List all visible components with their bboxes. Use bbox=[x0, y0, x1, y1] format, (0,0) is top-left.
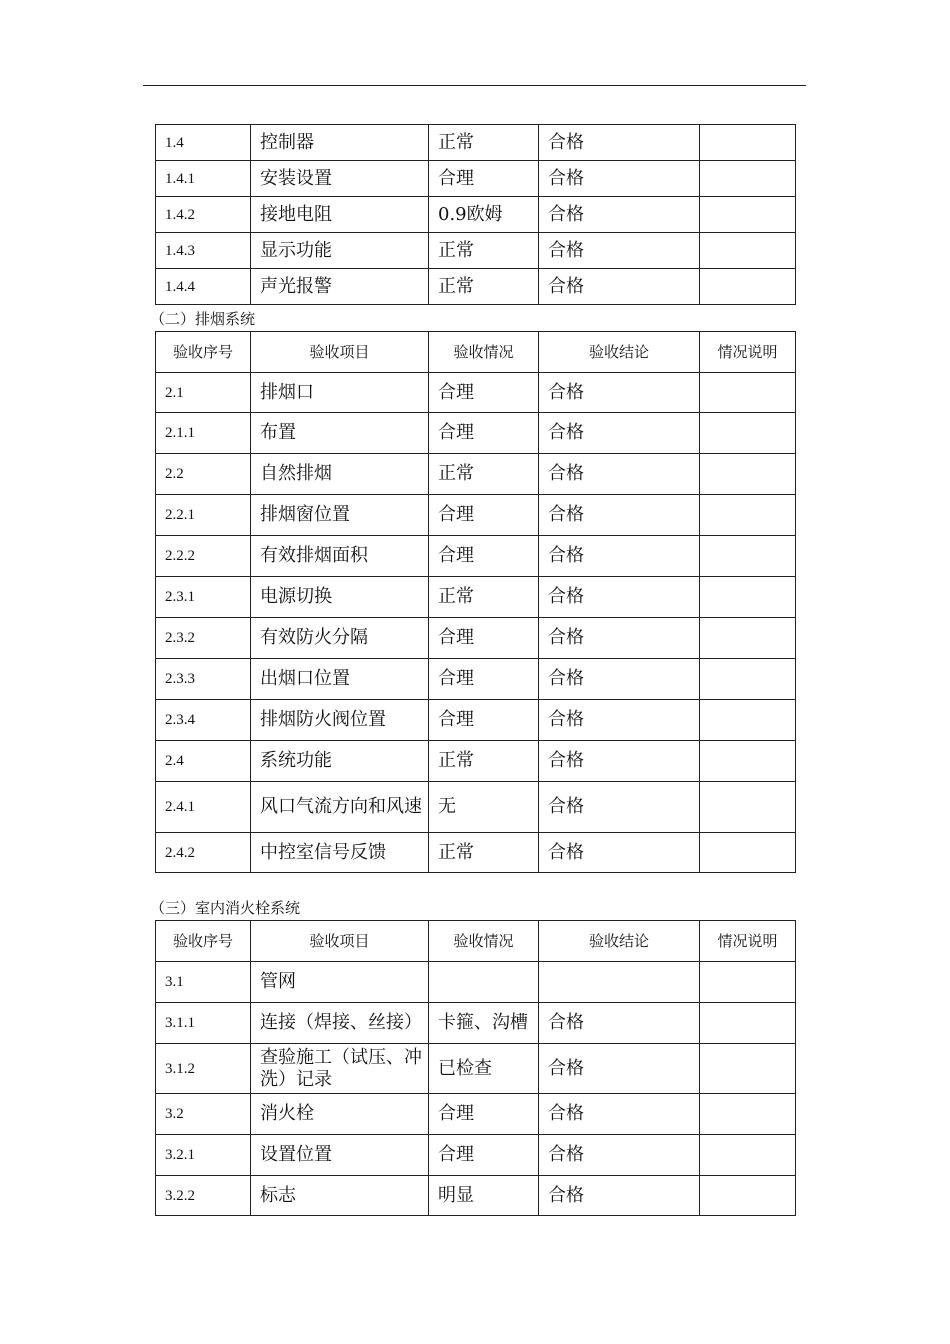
table-cell: 合理 bbox=[429, 659, 539, 700]
table-cell bbox=[700, 454, 796, 495]
table-cell bbox=[700, 373, 796, 413]
table-cell: 已检查 bbox=[429, 1044, 539, 1094]
table-cell: 2.4.2 bbox=[156, 833, 251, 873]
table-body bbox=[156, 332, 796, 873]
header-cell: 验收序号 bbox=[156, 921, 251, 962]
table-cell: 3.1 bbox=[156, 962, 251, 1003]
table-cell: 合格 bbox=[539, 1094, 700, 1135]
table-cell: 正常 bbox=[429, 125, 539, 161]
table-row bbox=[156, 413, 796, 454]
section-label-indoor-hydrant: （三）室内消火栓系统 bbox=[150, 899, 301, 917]
table-cell: 合格 bbox=[539, 782, 700, 833]
table-cell: 3.1.2 bbox=[156, 1044, 251, 1094]
table-cell bbox=[700, 161, 796, 197]
table-cell: 合理 bbox=[429, 495, 539, 536]
table-cell: 声光报警 bbox=[251, 269, 429, 305]
header-cell: 情况说明 bbox=[700, 921, 796, 962]
table-cell: 1.4.1 bbox=[156, 161, 251, 197]
table-cell bbox=[700, 536, 796, 577]
table-cell: 3.2.1 bbox=[156, 1135, 251, 1176]
table-cell bbox=[700, 1176, 796, 1216]
table-row bbox=[156, 233, 796, 269]
table-cell: 合格 bbox=[539, 1135, 700, 1176]
table-cell: 查验施工（试压、冲洗）记录 bbox=[251, 1044, 429, 1094]
table-row bbox=[156, 161, 796, 197]
table-cell: 合格 bbox=[539, 454, 700, 495]
table-cell: 2.3.2 bbox=[156, 618, 251, 659]
table-cell: 合格 bbox=[539, 161, 700, 197]
table-cell bbox=[700, 1135, 796, 1176]
table-cell: 明显 bbox=[429, 1176, 539, 1216]
table-row bbox=[156, 1044, 796, 1094]
table-cell: 合格 bbox=[539, 700, 700, 741]
section-label-smoke-exhaust: （二）排烟系统 bbox=[150, 310, 256, 328]
table-cell bbox=[700, 700, 796, 741]
header-cell: 验收项目 bbox=[251, 921, 429, 962]
header-cell: 验收序号 bbox=[156, 332, 251, 373]
table-cell: 1.4 bbox=[156, 125, 251, 161]
table-cell bbox=[700, 962, 796, 1003]
table-cell: 合格 bbox=[539, 233, 700, 269]
table-cell: 合格 bbox=[539, 1044, 700, 1094]
table-cell: 合格 bbox=[539, 1003, 700, 1044]
table-cell: 2.2.2 bbox=[156, 536, 251, 577]
table-cell: 2.1 bbox=[156, 373, 251, 413]
header-rule bbox=[143, 85, 806, 86]
table-row bbox=[156, 373, 796, 413]
table-cell: 连接（焊接、丝接） bbox=[251, 1003, 429, 1044]
table-row bbox=[156, 1094, 796, 1135]
table-cell bbox=[700, 782, 796, 833]
table-cell bbox=[700, 1094, 796, 1135]
table-cell: 合格 bbox=[539, 659, 700, 700]
table-header-row bbox=[156, 332, 796, 373]
table-cell: 合理 bbox=[429, 161, 539, 197]
table-cell: 1.4.4 bbox=[156, 269, 251, 305]
table-cell: 合理 bbox=[429, 1094, 539, 1135]
table-row bbox=[156, 1135, 796, 1176]
table-row bbox=[156, 659, 796, 700]
table-cell: 正常 bbox=[429, 741, 539, 782]
table-cell: 2.3.4 bbox=[156, 700, 251, 741]
table-row bbox=[156, 618, 796, 659]
table-cell: 风口气流方向和风速 bbox=[251, 782, 429, 833]
table-cell: 正常 bbox=[429, 269, 539, 305]
table-cell: 合理 bbox=[429, 700, 539, 741]
table-cell: 系统功能 bbox=[251, 741, 429, 782]
table-cell bbox=[700, 269, 796, 305]
table-cell: 正常 bbox=[429, 233, 539, 269]
table-cell bbox=[700, 1044, 796, 1094]
header-cell: 验收项目 bbox=[251, 332, 429, 373]
table-row bbox=[156, 1176, 796, 1216]
table-cell: 合理 bbox=[429, 536, 539, 577]
table-cell bbox=[429, 962, 539, 1003]
table-cell: 排烟口 bbox=[251, 373, 429, 413]
table-cell bbox=[700, 659, 796, 700]
table-cell: 合格 bbox=[539, 741, 700, 782]
header-cell: 验收结论 bbox=[539, 332, 700, 373]
table-cell: 合格 bbox=[539, 413, 700, 454]
table-cell: 1.4.3 bbox=[156, 233, 251, 269]
table-cell: 正常 bbox=[429, 577, 539, 618]
table-cell: 合格 bbox=[539, 536, 700, 577]
table-cell: 合格 bbox=[539, 373, 700, 413]
header-cell: 验收情况 bbox=[429, 332, 539, 373]
table-row bbox=[156, 833, 796, 873]
table-indoor-hydrant bbox=[155, 920, 796, 1216]
table-cell: 合格 bbox=[539, 197, 700, 233]
table-row bbox=[156, 577, 796, 618]
table-cell bbox=[700, 197, 796, 233]
table-cell: 2.1.1 bbox=[156, 413, 251, 454]
table-cell: 卡箍、沟槽 bbox=[429, 1003, 539, 1044]
table-cell: 显示功能 bbox=[251, 233, 429, 269]
table-row bbox=[156, 1003, 796, 1044]
table-cell: 设置位置 bbox=[251, 1135, 429, 1176]
table-cell: 有效防火分隔 bbox=[251, 618, 429, 659]
table-cell: 2.2.1 bbox=[156, 495, 251, 536]
table-row bbox=[156, 269, 796, 305]
table-cell bbox=[700, 233, 796, 269]
table-cell: 合理 bbox=[429, 618, 539, 659]
table-cell: 1.4.2 bbox=[156, 197, 251, 233]
table-cell: 正常 bbox=[429, 454, 539, 495]
table-smoke-exhaust bbox=[155, 331, 796, 873]
table-header-row bbox=[156, 921, 796, 962]
table-cell bbox=[700, 1003, 796, 1044]
header-cell: 验收结论 bbox=[539, 921, 700, 962]
table-cell bbox=[700, 833, 796, 873]
table-cell: 0.9欧姆 bbox=[429, 197, 539, 233]
table-cell: 3.1.1 bbox=[156, 1003, 251, 1044]
table-cell: 无 bbox=[429, 782, 539, 833]
table-cell: 合格 bbox=[539, 833, 700, 873]
table-row bbox=[156, 741, 796, 782]
table-cell: 合格 bbox=[539, 125, 700, 161]
table-cell: 3.2 bbox=[156, 1094, 251, 1135]
table-cell: 接地电阻 bbox=[251, 197, 429, 233]
table-cell: 2.3.1 bbox=[156, 577, 251, 618]
table-cell bbox=[700, 618, 796, 659]
table-cell bbox=[700, 495, 796, 536]
table-cell: 合格 bbox=[539, 577, 700, 618]
table-cell: 3.2.2 bbox=[156, 1176, 251, 1216]
table-cell: 控制器 bbox=[251, 125, 429, 161]
table-row bbox=[156, 536, 796, 577]
table-row bbox=[156, 495, 796, 536]
table-row bbox=[156, 782, 796, 833]
table-cell bbox=[700, 413, 796, 454]
table-row bbox=[156, 125, 796, 161]
table-row bbox=[156, 700, 796, 741]
table-cell: 2.2 bbox=[156, 454, 251, 495]
table-cell: 2.3.3 bbox=[156, 659, 251, 700]
table-cell: 电源切换 bbox=[251, 577, 429, 618]
table-cell: 合理 bbox=[429, 413, 539, 454]
table-cell: 管网 bbox=[251, 962, 429, 1003]
header-cell: 情况说明 bbox=[700, 332, 796, 373]
table-cell: 合理 bbox=[429, 1135, 539, 1176]
table-controller bbox=[155, 124, 796, 305]
table-cell bbox=[700, 577, 796, 618]
table-cell bbox=[700, 741, 796, 782]
table-cell: 合格 bbox=[539, 1176, 700, 1216]
table-cell: 消火栓 bbox=[251, 1094, 429, 1135]
table-cell: 中控室信号反馈 bbox=[251, 833, 429, 873]
table-row bbox=[156, 454, 796, 495]
table-cell: 布置 bbox=[251, 413, 429, 454]
table-body bbox=[156, 125, 796, 305]
table-row bbox=[156, 962, 796, 1003]
table-cell: 合格 bbox=[539, 269, 700, 305]
table-cell: 合格 bbox=[539, 618, 700, 659]
header-cell: 验收情况 bbox=[429, 921, 539, 962]
table-cell: 自然排烟 bbox=[251, 454, 429, 495]
table-cell: 排烟窗位置 bbox=[251, 495, 429, 536]
table-body bbox=[156, 921, 796, 1216]
table-cell: 2.4 bbox=[156, 741, 251, 782]
table-cell: 安装设置 bbox=[251, 161, 429, 197]
table-cell: 标志 bbox=[251, 1176, 429, 1216]
table-cell: 有效排烟面积 bbox=[251, 536, 429, 577]
table-cell bbox=[539, 962, 700, 1003]
table-cell: 2.4.1 bbox=[156, 782, 251, 833]
table-row bbox=[156, 197, 796, 233]
table-cell: 正常 bbox=[429, 833, 539, 873]
table-cell: 合格 bbox=[539, 495, 700, 536]
table-cell: 排烟防火阀位置 bbox=[251, 700, 429, 741]
table-cell bbox=[700, 125, 796, 161]
table-cell: 合理 bbox=[429, 373, 539, 413]
table-cell: 出烟口位置 bbox=[251, 659, 429, 700]
